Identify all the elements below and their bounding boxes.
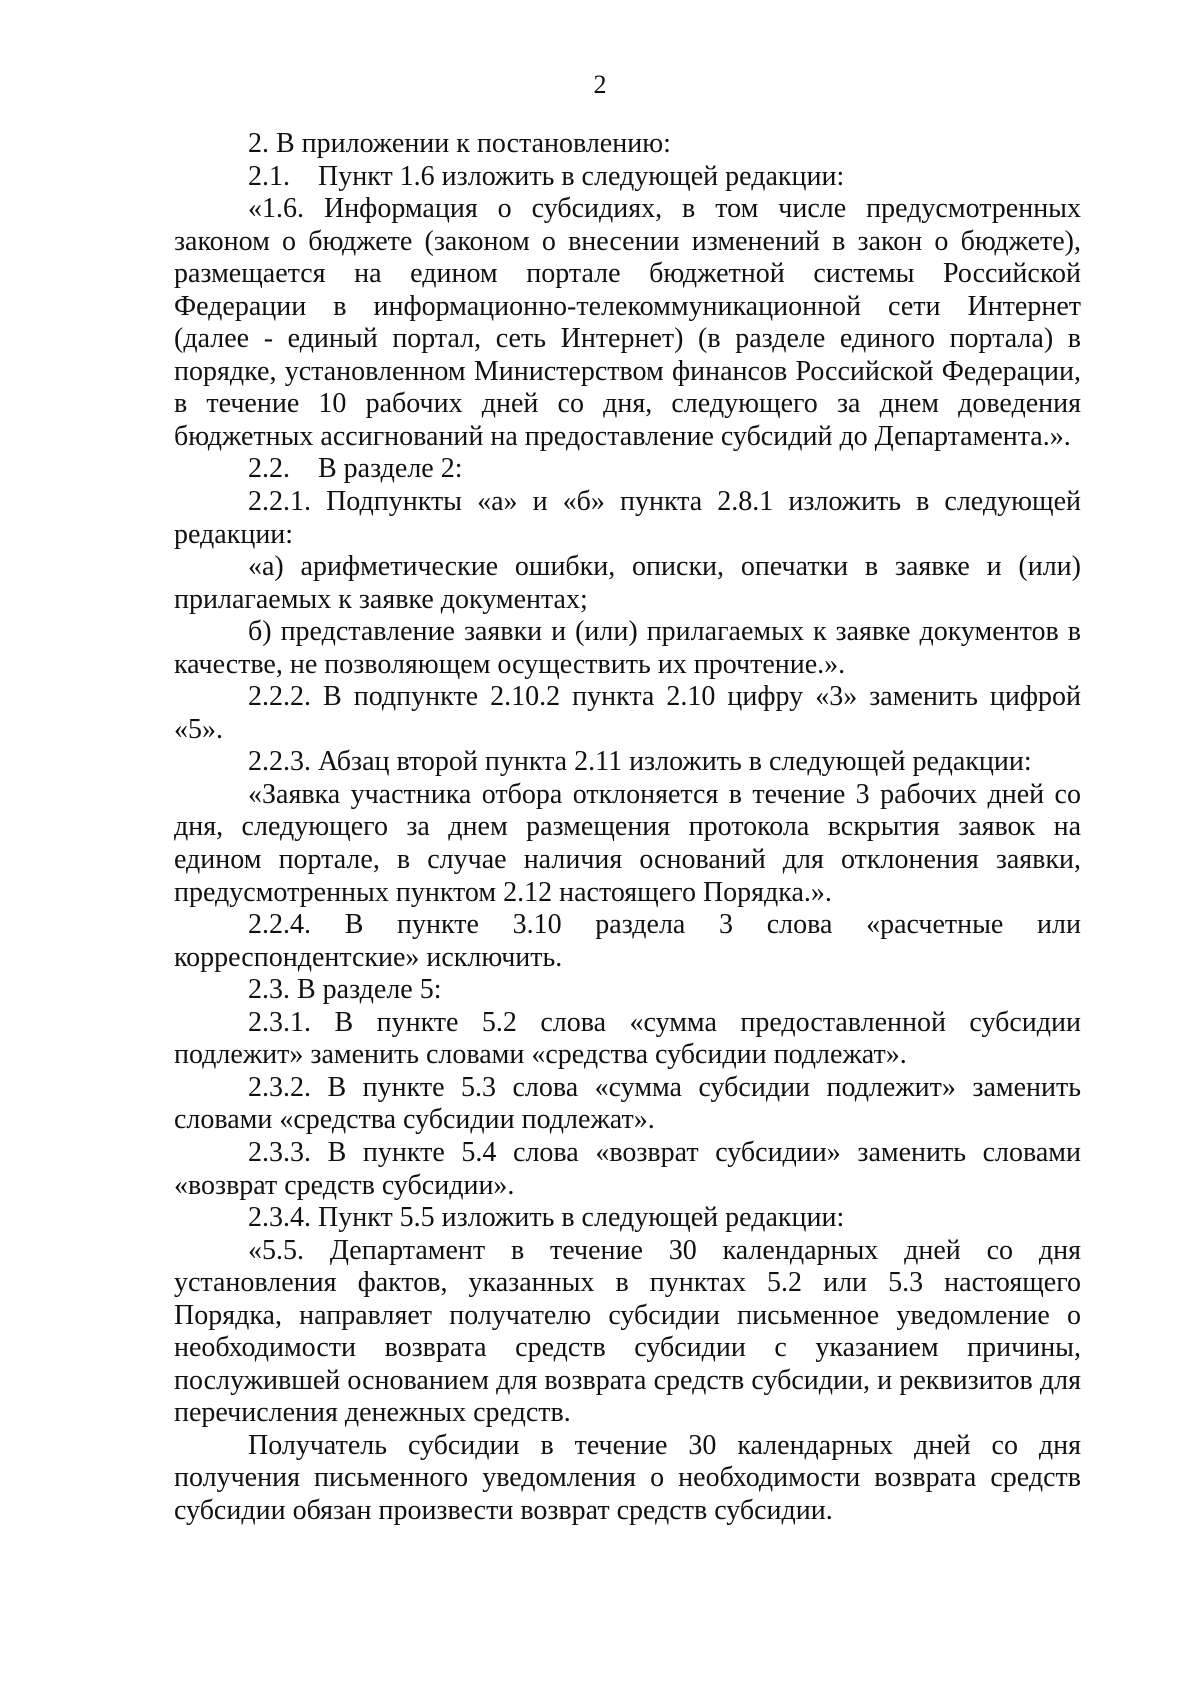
paragraph: 2.2.2. В подпункте 2.10.2 пункта 2.10 цифру «3» заменить цифрой «5». bbox=[174, 681, 1081, 745]
paragraph: 2.1. Пункт 1.6 изложить в следующей редакции: bbox=[248, 160, 845, 192]
paragraph: Получатель субсидии в течение 30 календарных дней со дня получения письменного уведомления о необходимости возврата средств субсидии обязан произвести возврат средств субсидии. bbox=[174, 1429, 1081, 1526]
paragraph: 2.3.4. Пункт 5.5 изложить в следующей редакции: bbox=[248, 1202, 845, 1234]
paragraph: 2.3. В разделе 5: bbox=[248, 974, 442, 1006]
paragraph: 2.2. В разделе 2: bbox=[248, 453, 463, 485]
paragraph: «1.6. Информация о субсидиях, в том числе предусмотренных законом о бюджете (законом о внесении изменений в закон о бюджете), размещается на едином портале бюджетной системы Российской Федерации в информационно-телекоммуникационной сети Интернет (далее - единый портал, сеть Интернет) (в разделе единого портала) в порядке, установленном Министерством финансов Российской Федерации, в течение 10 рабочих дней со дня, следующего за днем доведения бюджетных ассигнований на предоставление субсидий до Департамента.». bbox=[174, 193, 1081, 452]
paragraph: 2.3.3. В пункте 5.4 слова «возврат субсидии» заменить словами «возврат средств субсидии». bbox=[174, 1136, 1081, 1201]
paragraph: «5.5. Департамент в течение 30 календарных дней со дня установления фактов, указанных в пунктах 5.2 или 5.3 настоящего Порядка, направляет получателю субсидии письменное уведомление о необходимости возврата средств субсидии с указанием причины, послужившей основанием для возврата средств субсидии, и реквизитов для перечисления денежных средств. bbox=[174, 1234, 1081, 1429]
paragraph: 2. В приложении к постановлению: bbox=[248, 128, 671, 159]
paragraph: 2.2.4. В пункте 3.10 раздела 3 слова «расчетные или корреспондентские» исключить. bbox=[174, 909, 1081, 973]
paragraph: 2.2.1. Подпункты «а» и «б» пункта 2.8.1 изложить в следующей редакции: bbox=[174, 486, 1081, 550]
paragraph: 2.3.1. В пункте 5.2 слова «сумма предоставленной субсидии подлежит» заменить словами «средства субсидии подлежат». bbox=[174, 1006, 1081, 1071]
paragraph: «Заявка участника отбора отклоняется в течение 3 рабочих дней со дня, следующего за днем размещения протокола вскрытия заявок на едином портале, в случае наличия оснований для отклонения заявки, предусмотренных пунктом 2.12 настоящего Порядка.». bbox=[174, 778, 1081, 908]
page-number: 2 bbox=[593, 70, 607, 99]
paragraph: «а) арифметические ошибки, описки, опечатки в заявке и (или) прилагаемых к заявке документах; bbox=[174, 551, 1081, 615]
paragraph: б) представление заявки и (или) прилагаемых к заявке документов в качестве, не позволяющем осуществить их прочтение.». bbox=[174, 616, 1081, 680]
paragraph: 2.2.3. Абзац второй пункта 2.11 изложить в следующей редакции: bbox=[248, 746, 1032, 778]
paragraph: 2.3.2. В пункте 5.3 слова «сумма субсидии подлежит» заменить словами «средства субсидии подлежат». bbox=[174, 1071, 1081, 1136]
document-body bbox=[174, 128, 1081, 1528]
